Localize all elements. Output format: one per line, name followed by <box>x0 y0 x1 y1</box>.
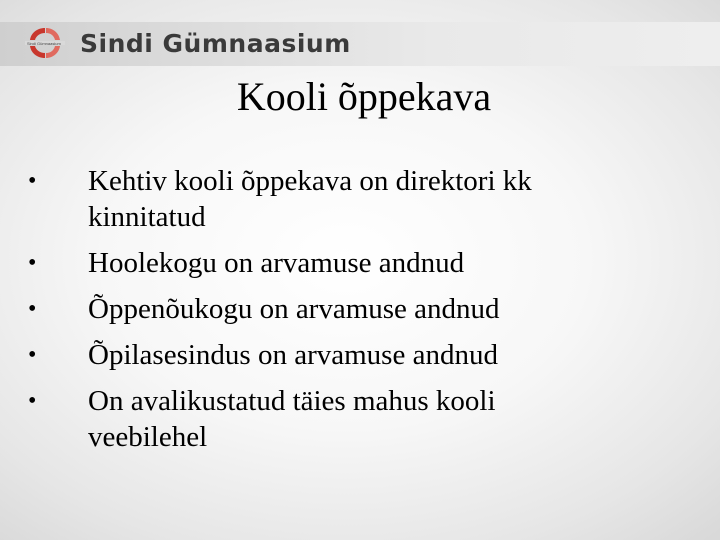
bullet-dot: • <box>28 388 37 414</box>
bullet-text: On avalikustatud täies mahus kooli veebilehel <box>88 385 496 453</box>
bullet-item <box>0 383 588 455</box>
bullet-text: Hoolekogu on arvamuse andnud <box>88 247 465 279</box>
bullet-text: Kehtiv kooli õppekava on direktori kk kinnitatud <box>88 165 532 233</box>
bullet-item <box>0 163 588 235</box>
bullet-dot: • <box>28 296 37 322</box>
slide-title <box>0 74 720 120</box>
bullet-item <box>0 245 588 281</box>
bullet-text: Õppenõukogu on arvamuse andnud <box>88 293 500 325</box>
bullet-item <box>0 291 588 327</box>
bullet-dot: • <box>28 250 37 276</box>
bullet-dot: • <box>28 342 37 368</box>
school-name: Sindi Gümnaasium <box>80 29 351 58</box>
logo-caption: Sindi Gümnaasium <box>27 41 61 46</box>
slide-title-text: Kooli õppekava <box>236 74 492 119</box>
bullet-list <box>0 163 720 465</box>
bullet-dot: • <box>28 168 37 194</box>
bullet-text: Õpilasesindus on arvamuse andnud <box>88 339 498 371</box>
bullet-item <box>0 337 588 373</box>
